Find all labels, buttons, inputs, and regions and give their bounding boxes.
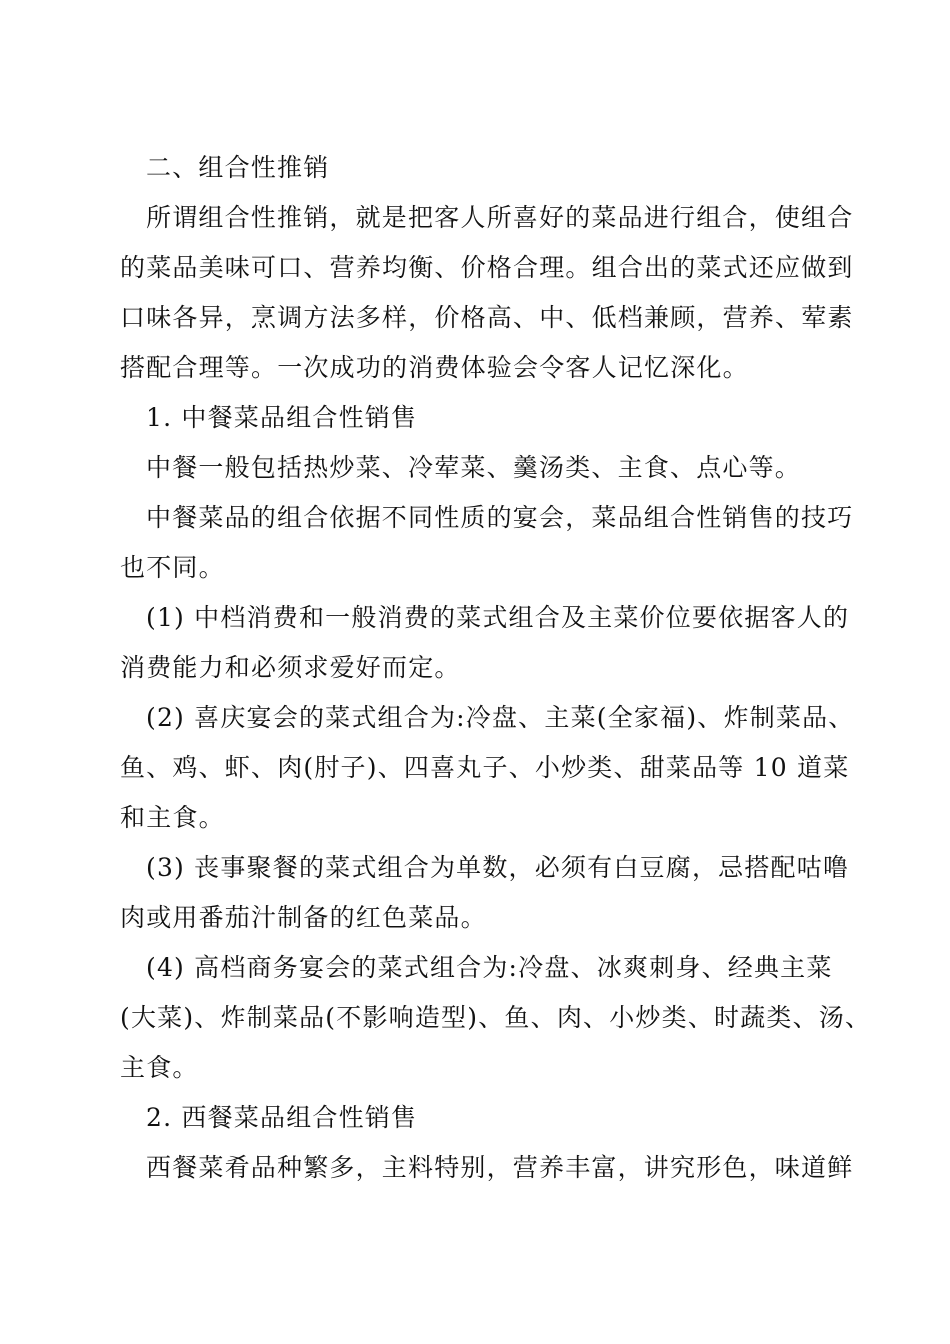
paragraph-line: 中餐菜品的组合依据不同性质的宴会，菜品组合性销售的技巧: [146, 503, 854, 532]
list-item-line: (大菜)、炸制菜品(不影响造型)、鱼、肉、小炒类、时蔬类、汤、: [120, 1003, 872, 1032]
paragraph-line: 所谓组合性推销，就是把客人所喜好的菜品进行组合，使组合: [146, 203, 854, 232]
paragraph-line: 中餐一般包括热炒菜、冷荤菜、羹汤类、主食、点心等。: [146, 453, 802, 482]
list-item-line: 肉或用番茄汁制备的红色菜品。: [120, 903, 487, 932]
list-item-line: (4) 高档商务宴会的菜式组合为:冷盘、冰爽刺身、经典主菜: [146, 953, 833, 982]
subsection-heading: 2. 西餐菜品组合性销售: [146, 1103, 418, 1132]
list-item-line: (2) 喜庆宴会的菜式组合为:冷盘、主菜(全家福)、炸制菜品、: [146, 703, 855, 732]
list-item-line: (3) 丧事聚餐的菜式组合为单数，必须有白豆腐，忌搭配咕噜: [146, 853, 850, 882]
subsection-heading: 1. 中餐菜品组合性销售: [146, 403, 418, 432]
list-item-line: 消费能力和必须求爱好而定。: [120, 653, 461, 682]
list-item-line: (1) 中档消费和一般消费的菜式组合及主菜价位要依据客人的: [146, 603, 850, 632]
paragraph-line: 搭配合理等。一次成功的消费体验会令客人记忆深化。: [120, 353, 749, 382]
paragraph-line: 口味各异，烹调方法多样，价格高、中、低档兼顾，营养、荤素: [120, 303, 854, 332]
paragraph-line: 的菜品美味可口、营养均衡、价格合理。组合出的菜式还应做到: [120, 253, 854, 282]
list-item-line: 和主食。: [120, 803, 225, 832]
paragraph-line: 也不同。: [120, 553, 225, 582]
list-item-line: 鱼、鸡、虾、肉(肘子)、四喜丸子、小炒类、甜菜品等 10 道菜: [120, 753, 850, 782]
paragraph-line: 西餐菜肴品种繁多，主料特别，营养丰富，讲究形色，味道鲜: [146, 1153, 854, 1182]
section-heading: 二、组合性推销: [146, 153, 330, 182]
list-item-line: 主食。: [120, 1053, 199, 1082]
